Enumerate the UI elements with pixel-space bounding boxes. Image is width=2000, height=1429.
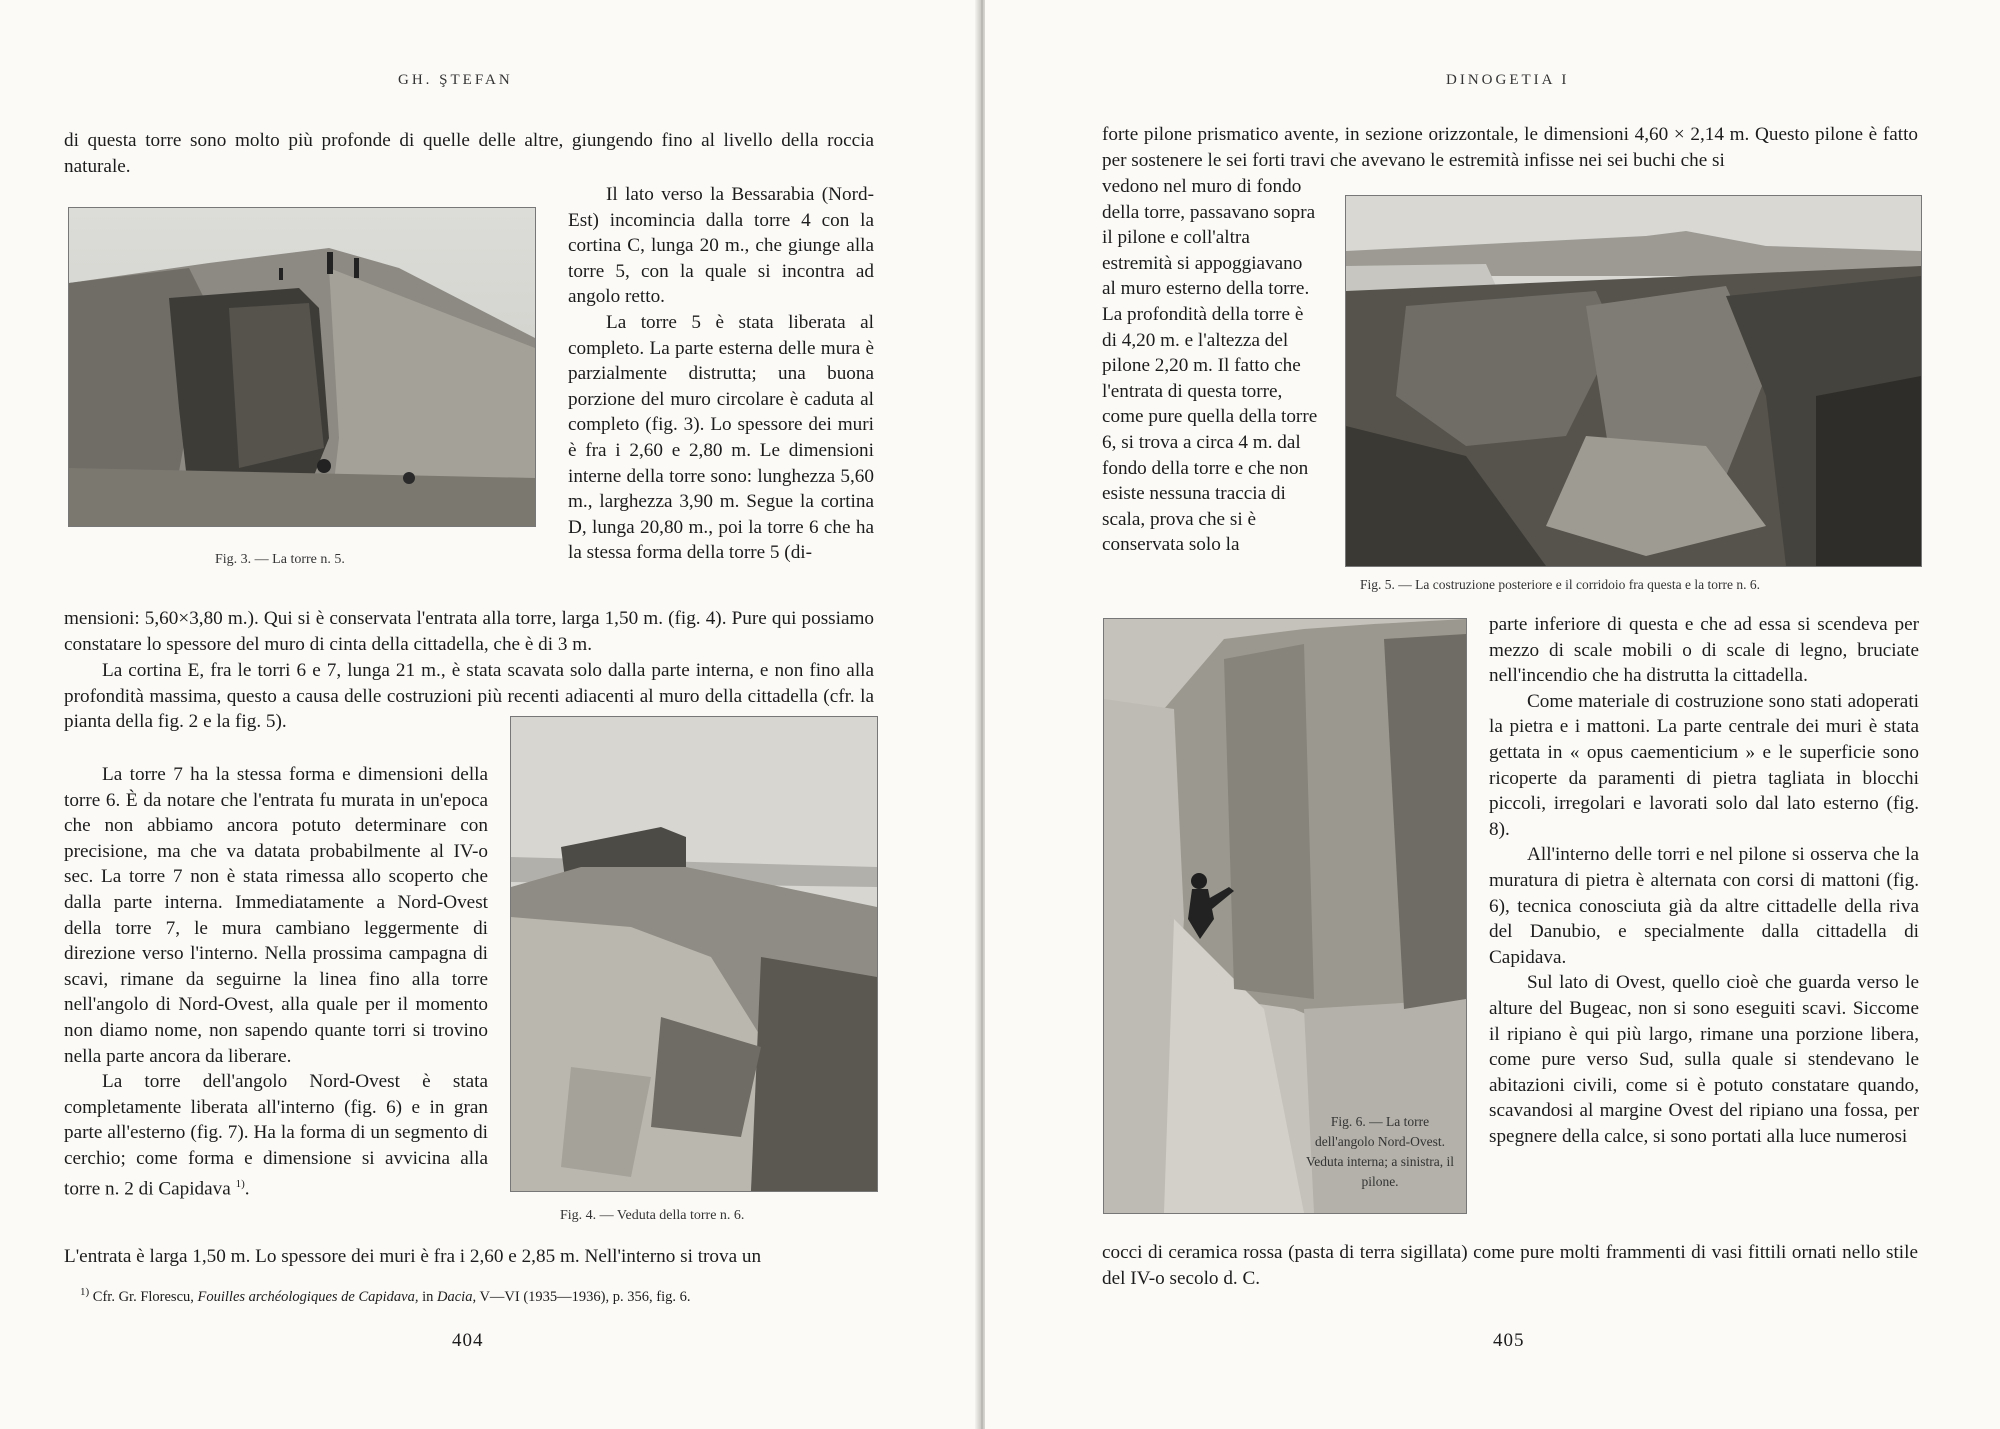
page-number-left: 404 — [452, 1330, 484, 1351]
fig3-caption: Fig. 3. — La torre n. 5. — [215, 552, 345, 567]
fig3-photo — [68, 207, 536, 527]
column-right-lower — [1489, 612, 1919, 1149]
side-column-left — [568, 182, 874, 566]
footnote-title: Fouilles archéologiques de Capidava, — [197, 1288, 419, 1305]
paragraph-ovest: Sul lato di Ovest, quello cioè che guarda verso le alture del Bugeac, non si sono eseguiti scavi. Siccome il ripiano è qui più largo, rimane una porzione libera, come pure verso Sud, sulla quale si stendevano le abitazioni civili, come si è potuto constatare quando, scavandosi al margine Ovest del ripiano una fossa, per spegnere della calce, si sono portati alla luce numerosi — [1489, 972, 1919, 1147]
last-line-left: L'entrata è larga 1,50 m. Lo spessore dei muri è fra i 2,60 e 2,85 m. Nell'interno si trova un — [64, 1246, 762, 1267]
fig4-caption: Fig. 4. — Veduta della torre n. 6. — [560, 1208, 745, 1223]
paragraph-parte: parte inferiore di questa e che ad essa si scendeva per mezzo di scale mobili o di scale di legno, bruciate nell'incendio che ha distrutta la cittadella. — [1489, 614, 1919, 687]
fig5-photo — [1345, 195, 1922, 567]
paragraph-torre-6: mensioni: 5,60×3,80 m.). Qui si è conservata l'entrata alla torre, larga 1,50 m. (fig. 4). Pure qui possiamo constatare lo spessore del muro di cinta della cittadella, che è di 3 m. — [64, 608, 874, 655]
side-column-right: vedono nel muro di fondo della torre, passavano sopra il pilone e coll'altra estremità si appoggiavano al muro esterno della torre. La profondità della torre è di 4,20 m. e l'altezza del pilone 2,20 m. Il fatto che l'entrata di questa torre, come pure quella della torre 6, si trova a circa 4 m. dal fondo della torre e che non esiste nessuna traccia di scala, prova che si è conservata solo la — [1102, 176, 1318, 556]
page-number-right: 405 — [1493, 1330, 1525, 1351]
footnote-ref: 1) — [235, 1177, 245, 1190]
fig5-caption: Fig. 5. — La costruzione posteriore e il corridoio fra questa e la torre n. 6. — [1360, 577, 1760, 592]
right-page — [985, 0, 2000, 1429]
torre-nord-ovest-text: La torre dell'angolo Nord-Ovest è stata completamente liberata all'interno (fig. 6) e in gran parte all'esterno (fig. 7). Ha la forma di un segmento di cerchio; come forma e dimensione si avvicina alla torre n. 2 di Capidava — [64, 1071, 488, 1199]
footnote-text: Cfr. Gr. Florescu, — [92, 1288, 194, 1305]
paragraph-torre-nord-ovest: La torre dell'angolo Nord-Ovest è stata completamente liberata all'interno (fig. 6) e in gran parte all'esterno (fig. 7). Ha la forma di un segmento di cerchio; come forma e dimensione si avvicina alla torre n. 2 di Capidava $^{1)}$. — [64, 1071, 488, 1199]
running-head-right: DINOGETIA I — [1446, 72, 1570, 88]
footnote-rest: V—VI (1935—1936), p. 356, fig. 6. — [479, 1288, 691, 1305]
paragraph-materiale: Come materiale di costruzione sono stati adoperati la pietra e i mattoni. La parte centrale dei muri è stata gettata in « opus caementicium » e le superficie sono ricoperte da paramenti di pietra tagliata in blocchi piccoli, irregolari e lavorati solo dal lato esterno (fig. 8). — [1489, 690, 1919, 840]
last-lines-right: cocci di ceramica rossa (pasta di terra sigillata) come pure molti frammenti di vasi fittili ornati nello stile del IV-o secolo d. C. — [1102, 1242, 1918, 1289]
footnote-marker: 1) — [80, 1286, 90, 1298]
footnote — [80, 1282, 880, 1307]
cortina-e-text: La cortina E, fra le torri 6 e 7, lunga 21 m., è stata scavata solo dalla parte interna, e non fino alla profondità massima, questo a causa delle costruzioni più recenti adiacenti al muro della cittadella (cfr. la pianta della fig. 2 e la fig. 5). — [64, 660, 874, 733]
footnote-journal: Dacia, — [437, 1288, 477, 1305]
column-torre-7 — [64, 762, 488, 1201]
running-head-left: GH. ŞTEFAN — [398, 72, 513, 88]
paragraph-interno: All'interno delle torri e nel pilone si osserva che la muratura di pietra è alternata con corsi di mattoni (fig. 6), tecnica conosciuta già da altre cittadelle della riva del Danubio, e specialmente dalla cittadella di Capidava. — [1489, 844, 1919, 968]
intro-paragraph: di questa torre sono molto più profonde di quelle delle altre, giungendo fino al livello della roccia naturale. — [64, 130, 874, 177]
left-page — [0, 0, 980, 1429]
footnote-in: in — [422, 1288, 434, 1305]
paragraph-torre-5: La torre 5 è stata liberata al completo. La parte esterna delle mura è parzialmente distrutta; una buona porzione del muro circolare è caduta al completo (fig. 3). Lo spessore dei muri è fra i 2,60 e 2,80 m. Le dimensioni interne della torre sono: lunghezza 5,60 m., larghezza 3,90 m. Segue la cortina D, lunga 20,80 m., poi la torre 6 che ha la stessa forma della torre 5 (di- — [568, 311, 874, 564]
top-lines-right: forte pilone prismatico avente, in sezione orizzontale, le dimensioni 4,60 × 2,14 m. Questo pilone è fatto per sostenere le sei forti travi che avevano le estremità infisse nei sei buchi che si — [1102, 124, 1918, 171]
fig6-caption: Fig. 6. — La torre dell'angolo Nord-Ovest. Veduta interna; a sinistra, il pilone. — [1305, 1114, 1455, 1189]
paragraph-torre-7: La torre 7 ha la stessa forma e dimensioni della torre 6. È da notare che l'entrata fu murata in un'epoca che non abbiamo ancora potuto determinare con precisione, ma che va datata probabilmente al IV-o sec. La torre 7 non è stata rimessa allo scoperto che dalla parte interna. Immediatamente a Nord-Ovest della torre 7, le mura cambiano leggermente di direzione verso l'interno. Nella prossima campagna di scavi, rimane da seguirne la linea fino alla torre nell'angolo di Nord-Ovest, alla quale per il momento non diamo nome, non sapendo quante torri si trovino nella parte ancora da liberare. — [64, 764, 488, 1067]
paragraph-bessarabia: Il lato verso la Bessarabia (Nord-Est) incomincia dalla torre 4 con la cortina C, lunga 20 m., che giunge alla torre 5, con la quale si incontra ad angolo retto. — [568, 184, 874, 308]
fig4-photo — [510, 716, 878, 1192]
